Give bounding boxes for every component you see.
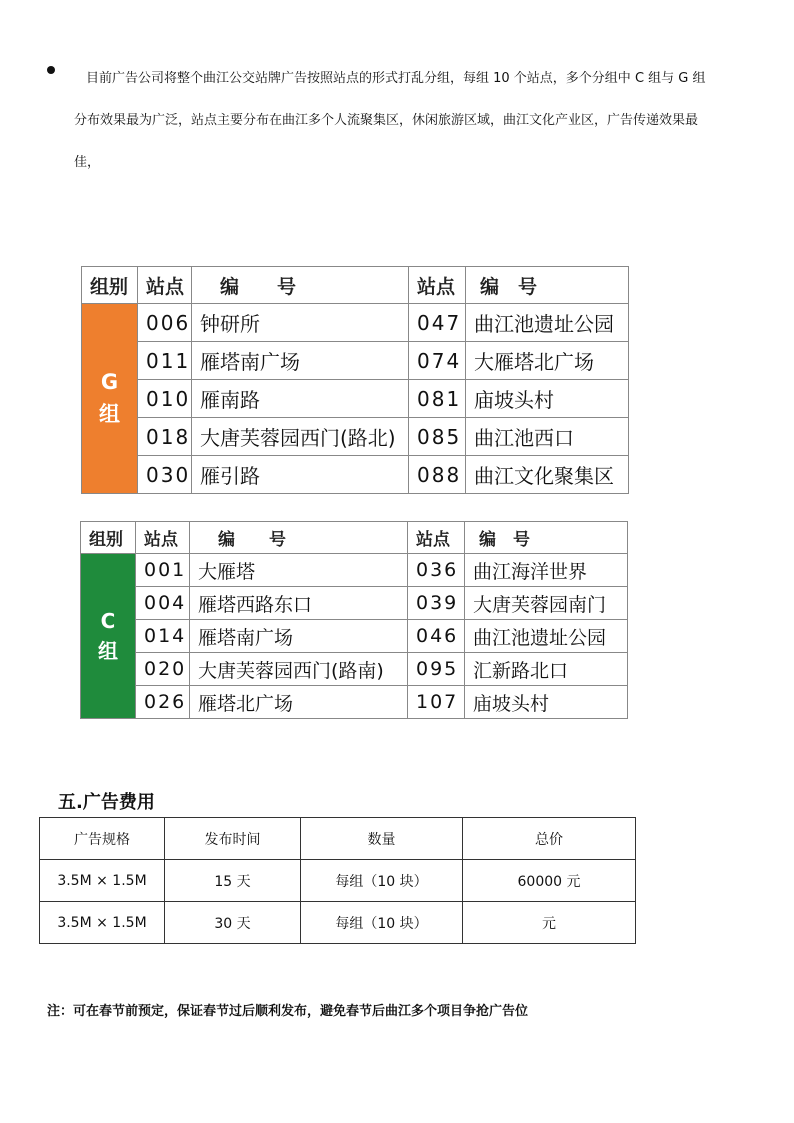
station-code: 014 — [136, 620, 190, 653]
station-code: 081 — [409, 380, 466, 418]
bullet-icon — [47, 66, 55, 74]
station-code: 036 — [408, 554, 465, 587]
station-code: 047 — [409, 304, 466, 342]
station-name: 大雁塔 — [190, 554, 408, 587]
station-name: 雁引路 — [192, 456, 409, 494]
station-name: 雁塔北广场 — [190, 686, 408, 719]
cell-spec: 3.5M × 1.5M — [40, 860, 165, 902]
header-spec: 广告规格 — [40, 818, 165, 860]
table-row — [81, 620, 628, 653]
header-group: 组别 — [82, 267, 138, 304]
station-name: 曲江池遗址公园 — [466, 304, 629, 342]
cell-total-price: 60000 元 — [463, 860, 636, 902]
station-code: 026 — [136, 686, 190, 719]
group-letter: G — [100, 370, 119, 394]
group-g-label — [82, 304, 138, 494]
table-header-row — [40, 818, 636, 860]
header-name-2: 编 号 — [465, 522, 628, 554]
header-station: 站点 — [136, 522, 190, 554]
note-text: 注：可在春节前预定，保证春节过后顺利发布，避免春节后曲江多个项目争抢广告位 — [47, 1004, 529, 1019]
station-name: 雁塔南广场 — [192, 342, 409, 380]
cell-quantity: 每组（10 块） — [301, 902, 463, 944]
table-row — [81, 686, 628, 719]
station-code: 030 — [138, 456, 192, 494]
station-name: 雁南路 — [192, 380, 409, 418]
station-code: 085 — [409, 418, 466, 456]
station-name: 大唐芙蓉园西门(路北) — [192, 418, 409, 456]
station-name: 庙坡头村 — [465, 686, 628, 719]
station-code: 010 — [138, 380, 192, 418]
table-row — [81, 653, 628, 686]
header-station-2: 站点 — [408, 522, 465, 554]
cell-quantity: 每组（10 块） — [301, 860, 463, 902]
cell-duration: 30 天 — [165, 902, 301, 944]
station-name: 庙坡头村 — [466, 380, 629, 418]
station-code: 107 — [408, 686, 465, 719]
station-name: 曲江海洋世界 — [465, 554, 628, 587]
station-code: 074 — [409, 342, 466, 380]
intro-line-1: 目前广告公司将整个曲江公交站牌广告按照站点的形式打乱分组，每组 10 个站点，多个分组中 C 组与 G 组 — [86, 71, 706, 86]
group-letter: C — [100, 609, 116, 633]
table-row — [82, 304, 629, 342]
table-row — [81, 587, 628, 620]
table-row — [81, 554, 628, 587]
header-station: 站点 — [138, 267, 192, 304]
table-row — [82, 456, 629, 494]
header-name: 编 号 — [192, 267, 409, 304]
station-code: 006 — [138, 304, 192, 342]
header-duration: 发布时间 — [165, 818, 301, 860]
intro-line-2: 分布效果最为广泛，站点主要分布在曲江多个人流聚集区，休闲旅游区域，曲江文化产业区，广告传递效果最 — [74, 113, 699, 128]
station-code: 018 — [138, 418, 192, 456]
station-name: 雁塔南广场 — [190, 620, 408, 653]
group-g-station-table — [81, 266, 629, 494]
table-row — [82, 342, 629, 380]
header-total-price: 总价 — [463, 818, 636, 860]
table-header-row — [82, 267, 629, 304]
station-name: 汇新路北口 — [465, 653, 628, 686]
station-code: 095 — [408, 653, 465, 686]
station-name: 曲江池遗址公园 — [465, 620, 628, 653]
station-code: 039 — [408, 587, 465, 620]
header-station-2: 站点 — [409, 267, 466, 304]
station-name: 雁塔西路东口 — [190, 587, 408, 620]
table-row — [82, 418, 629, 456]
table-header-row — [81, 522, 628, 554]
header-quantity: 数量 — [301, 818, 463, 860]
table-row — [82, 380, 629, 418]
header-name-2: 编 号 — [466, 267, 629, 304]
station-name: 大唐芙蓉园西门(路南) — [190, 653, 408, 686]
table-row — [40, 902, 636, 944]
station-name: 大唐芙蓉园南门 — [465, 587, 628, 620]
ad-fee-table — [39, 817, 636, 944]
group-c-station-table — [80, 521, 628, 719]
header-name: 编 号 — [190, 522, 408, 554]
station-code: 004 — [136, 587, 190, 620]
section-title-ad-fees: 五.广告费用 — [58, 792, 155, 813]
intro-line-3: 佳， — [74, 155, 101, 170]
group-c-label — [81, 554, 136, 719]
station-name: 大雁塔北广场 — [466, 342, 629, 380]
table-row — [40, 860, 636, 902]
station-code: 088 — [409, 456, 466, 494]
station-code: 001 — [136, 554, 190, 587]
station-name: 钟研所 — [192, 304, 409, 342]
intro-paragraph — [74, 58, 754, 184]
group-word: 组 — [98, 639, 118, 663]
header-group: 组别 — [81, 522, 136, 554]
station-code: 011 — [138, 342, 192, 380]
station-code: 020 — [136, 653, 190, 686]
cell-duration: 15 天 — [165, 860, 301, 902]
cell-total-price: 元 — [463, 902, 636, 944]
station-code: 046 — [408, 620, 465, 653]
station-name: 曲江池西口 — [466, 418, 629, 456]
group-word: 组 — [99, 401, 120, 426]
station-name: 曲江文化聚集区 — [466, 456, 629, 494]
cell-spec: 3.5M × 1.5M — [40, 902, 165, 944]
